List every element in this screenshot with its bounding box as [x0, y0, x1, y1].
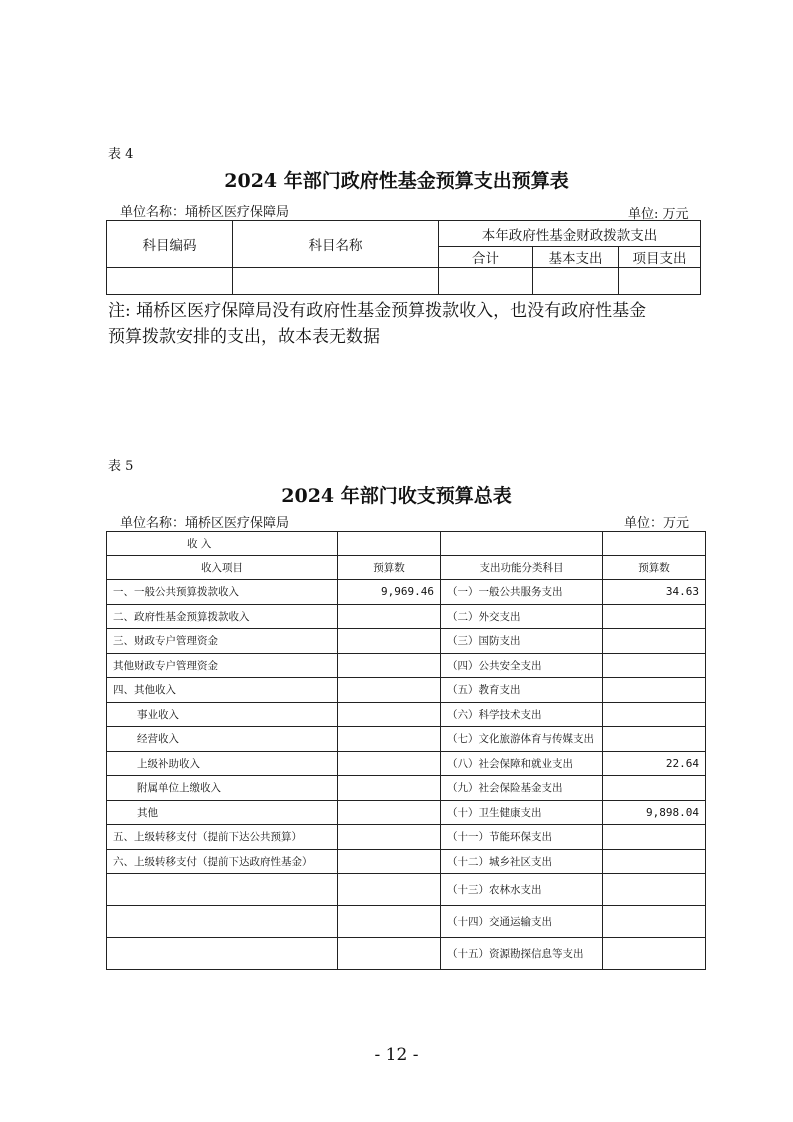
- table-row: [107, 604, 706, 629]
- expense-amount: [603, 874, 706, 906]
- expense-item: （九）社会保险基金支出: [441, 776, 603, 801]
- table-row: [107, 776, 706, 801]
- income-item: 二、政府性基金预算拨款收入: [107, 604, 338, 629]
- expense-item: （十一）节能环保支出: [441, 825, 603, 850]
- table-row: [107, 800, 706, 825]
- expense-amount: [603, 825, 706, 850]
- expense-amount: [603, 702, 706, 727]
- expense-amount: [603, 906, 706, 938]
- income-amount: [338, 874, 441, 906]
- income-item: 五、上级转移支付（提前下达公共预算）: [107, 825, 338, 850]
- table-row: [107, 653, 706, 678]
- header-project: 项目支出: [619, 247, 701, 268]
- income-amount: [338, 678, 441, 703]
- income-amount: [338, 776, 441, 801]
- header-income-item: 收入项目: [107, 556, 338, 580]
- table5-unit-name: 单位名称：埇桥区医疗保障局: [120, 516, 290, 531]
- expense-item: （四）公共安全支出: [441, 653, 603, 678]
- expense-item: （五）教育支出: [441, 678, 603, 703]
- table4-title: 2024 年部门政府性基金预算支出预算表: [224, 170, 569, 192]
- table-row: [107, 751, 706, 776]
- header-name: 科目名称: [233, 221, 439, 268]
- income-item: 事业收入: [107, 702, 338, 727]
- income-amount: [338, 727, 441, 752]
- income-amount: [338, 653, 441, 678]
- income-item: 上级补助收入: [107, 751, 338, 776]
- income-amount: [338, 604, 441, 629]
- income-item: 其他财政专户管理资金: [107, 653, 338, 678]
- table-row: [107, 629, 706, 654]
- income-amount: [338, 906, 441, 938]
- income-item: [107, 874, 338, 906]
- table-row: [107, 874, 706, 906]
- expense-item: （二）外交支出: [441, 604, 603, 629]
- income-item: 四、其他收入: [107, 678, 338, 703]
- table-row: [107, 938, 706, 970]
- note-line-1: 注: 埇桥区医疗保障局没有政府性基金预算拨款收入，也没有政府性基金: [108, 301, 647, 321]
- table-row: [107, 849, 706, 874]
- expense-amount: 34.63: [603, 580, 706, 605]
- note-line-2: 预算拨款安排的支出，故本表无数据: [108, 327, 380, 347]
- expense-item: （十）卫生健康支出: [441, 800, 603, 825]
- income-amount: [338, 800, 441, 825]
- section-income: 收 入: [107, 532, 338, 556]
- income-item: [107, 906, 338, 938]
- table-row: [107, 678, 706, 703]
- expense-amount: 9,898.04: [603, 800, 706, 825]
- income-amount: [338, 825, 441, 850]
- table5-title: 2024 年部门收支预算总表: [281, 485, 512, 507]
- expense-amount: [603, 653, 706, 678]
- income-amount: [338, 938, 441, 970]
- expense-amount: [603, 776, 706, 801]
- table-row: [107, 580, 706, 605]
- header-basic: 基本支出: [533, 247, 619, 268]
- income-item: 附属单位上缴收入: [107, 776, 338, 801]
- income-item: 六、上级转移支付（提前下达政府性基金）: [107, 849, 338, 874]
- table4: [106, 220, 701, 295]
- expense-item: （十五）资源勘探信息等支出: [441, 938, 603, 970]
- expense-item: （十四）交通运输支出: [441, 906, 603, 938]
- header-income-amount: 预算数: [338, 556, 441, 580]
- expense-amount: [603, 727, 706, 752]
- expense-item: （十二）城乡社区支出: [441, 849, 603, 874]
- header-expense-amount: 预算数: [603, 556, 706, 580]
- expense-amount: [603, 629, 706, 654]
- expense-amount: 22.64: [603, 751, 706, 776]
- table4-unit: 单位: 万元: [628, 207, 689, 222]
- header-total: 合计: [439, 247, 533, 268]
- expense-item: （八）社会保障和就业支出: [441, 751, 603, 776]
- expense-item: （七）文化旅游体育与传媒支出: [441, 727, 603, 752]
- table-row: [107, 825, 706, 850]
- income-amount: [338, 702, 441, 727]
- income-amount: [338, 849, 441, 874]
- income-amount: 9,969.46: [338, 580, 441, 605]
- table4-note: [108, 298, 708, 350]
- income-amount: [338, 629, 441, 654]
- page-number: - 12 -: [374, 1045, 419, 1065]
- expense-amount: [603, 604, 706, 629]
- expense-item: （一）一般公共服务支出: [441, 580, 603, 605]
- income-item: 三、财政专户管理资金: [107, 629, 338, 654]
- income-item: [107, 938, 338, 970]
- table5-unit: 单位：万元: [624, 516, 690, 531]
- table-row: [107, 268, 701, 295]
- table5-label: 表 5: [108, 459, 134, 474]
- income-item: 一、一般公共预算拨款收入: [107, 580, 338, 605]
- table-row: [107, 906, 706, 938]
- expense-item: （十三）农林水支出: [441, 874, 603, 906]
- table-row: [107, 702, 706, 727]
- table4-unit-name: 单位名称：埇桥区医疗保障局: [120, 205, 290, 220]
- expense-amount: [603, 849, 706, 874]
- header-code: 科目编码: [107, 221, 233, 268]
- income-item: 其他: [107, 800, 338, 825]
- income-item: 经营收入: [107, 727, 338, 752]
- income-amount: [338, 751, 441, 776]
- table4-label: 表 4: [108, 147, 134, 162]
- table-row: [107, 727, 706, 752]
- expense-item: （六）科学技术支出: [441, 702, 603, 727]
- header-expense-item: 支出功能分类科目: [441, 556, 603, 580]
- expense-amount: [603, 938, 706, 970]
- expense-item: （三）国防支出: [441, 629, 603, 654]
- table5: [106, 531, 706, 970]
- expense-amount: [603, 678, 706, 703]
- header-group: 本年政府性基金财政拨款支出: [439, 221, 701, 247]
